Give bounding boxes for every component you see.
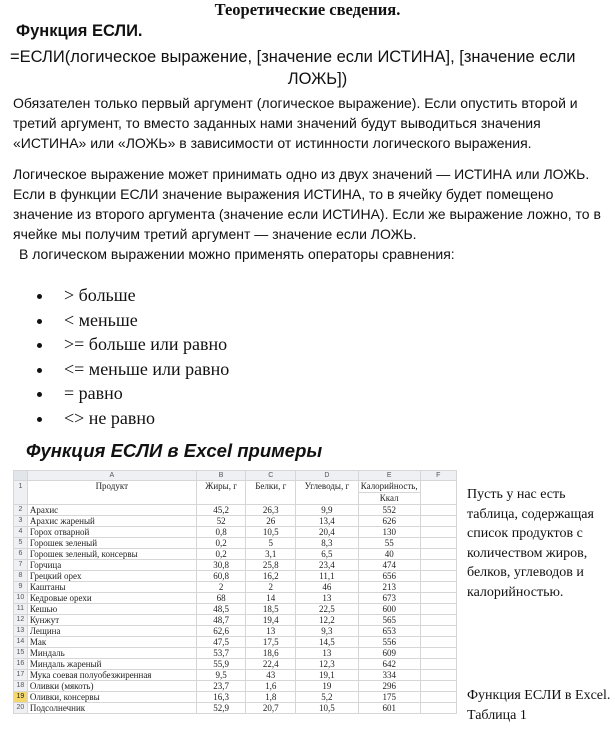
cell-value[interactable]: 565 — [358, 615, 420, 626]
cell-product[interactable]: Горошек зеленый, консервы — [27, 549, 196, 560]
cell-value[interactable]: 653 — [358, 626, 420, 637]
header-cell-calories-unit[interactable]: Ккал — [358, 493, 420, 505]
spreadsheet-table — [13, 470, 457, 714]
cell-value[interactable]: 0,2 — [196, 549, 246, 560]
operator-label: <= меньше или равно — [64, 358, 230, 379]
cell-value[interactable]: 10,5 — [246, 527, 296, 538]
table-row — [14, 637, 457, 648]
cell-product[interactable]: Кешью — [27, 604, 196, 615]
cell-value[interactable]: 642 — [358, 659, 420, 670]
cell-value[interactable]: 334 — [358, 670, 420, 681]
cell-value[interactable]: 47,5 — [196, 637, 246, 648]
cell-value[interactable]: 600 — [358, 604, 420, 615]
header-cell-product[interactable]: Продукт — [27, 481, 196, 505]
cell-value[interactable]: 13 — [246, 626, 296, 637]
list-item — [37, 358, 229, 383]
cell-value[interactable]: 16,2 — [246, 571, 296, 582]
cell-value[interactable]: 48,5 — [196, 604, 246, 615]
empty-cell[interactable] — [420, 626, 456, 637]
cell-value[interactable]: 13 — [296, 593, 359, 604]
cell-product[interactable]: Миндаль жареный — [27, 659, 196, 670]
column-header-d[interactable]: D — [296, 471, 359, 481]
cell-product[interactable]: Миндаль — [27, 648, 196, 659]
operator-label: <> не равно — [64, 407, 156, 428]
list-item — [37, 382, 229, 407]
empty-cell[interactable] — [420, 571, 456, 582]
table-row — [14, 692, 457, 703]
cell-value[interactable]: 14,5 — [296, 637, 359, 648]
row-number[interactable]: 20 — [14, 703, 28, 714]
column-header-f[interactable]: F — [420, 471, 456, 481]
cell-value[interactable]: 130 — [358, 527, 420, 538]
cell-product[interactable]: Грецкий орех — [27, 571, 196, 582]
cell-value[interactable]: 0,2 — [196, 538, 246, 549]
table-row — [14, 516, 457, 527]
list-item — [37, 407, 229, 432]
cell-product[interactable]: Мак — [27, 637, 196, 648]
table-caption: Функция ЕСЛИ в Excel. Таблица 1 — [467, 688, 611, 723]
cell-product[interactable]: Кедровые орехи — [27, 593, 196, 604]
table-row — [14, 593, 457, 604]
header-cell-protein[interactable]: Белки, г — [246, 481, 296, 505]
empty-cell[interactable] — [420, 648, 456, 659]
table-row — [14, 615, 457, 626]
cell-product[interactable]: Арахис — [27, 505, 196, 516]
column-header-a[interactable]: A — [27, 471, 196, 481]
row-number[interactable]: 14 — [14, 637, 28, 648]
cell-value[interactable]: 626 — [358, 516, 420, 527]
cell-value[interactable]: 40 — [358, 549, 420, 560]
operators-list — [37, 284, 229, 432]
cell-value[interactable]: 656 — [358, 571, 420, 582]
cell-value[interactable]: 474 — [358, 560, 420, 571]
table-row — [14, 681, 457, 692]
cell-product[interactable]: Каштаны — [27, 582, 196, 593]
paragraph-first-argument: Обязателен только первый аргумент (логическое выражение). Если опустить второй и третий аргумент, то вместо заданных нами значений будут выводиться значения «ИСТИНА» или «ЛОЖЬ» в зависимости от истинности логического выражения. — [13, 95, 578, 151]
cell-value[interactable]: 12,3 — [296, 659, 359, 670]
cell-value[interactable]: 1,8 — [246, 692, 296, 703]
bullet-icon — [37, 368, 42, 373]
cell-product[interactable]: Кунжут — [27, 615, 196, 626]
bullet-icon — [37, 343, 42, 348]
cell-value[interactable]: 52 — [196, 516, 246, 527]
row-number[interactable]: 19 — [14, 692, 28, 703]
row-number[interactable]: 5 — [14, 538, 28, 549]
cell-value[interactable]: 14 — [246, 593, 296, 604]
cell-value[interactable]: 22,5 — [296, 604, 359, 615]
cell-value[interactable]: 6,5 — [296, 549, 359, 560]
cell-value[interactable]: 12,2 — [296, 615, 359, 626]
table-row — [14, 703, 457, 714]
row-number[interactable]: 13 — [14, 626, 28, 637]
cell-value[interactable]: 8,3 — [296, 538, 359, 549]
cell-value[interactable]: 213 — [358, 582, 420, 593]
list-item — [37, 284, 229, 309]
select-all-corner[interactable] — [14, 471, 28, 481]
cell-product[interactable]: Лещина — [27, 626, 196, 637]
empty-cell[interactable] — [420, 659, 456, 670]
cell-value[interactable]: 60,8 — [196, 571, 246, 582]
column-header-b[interactable]: B — [196, 471, 246, 481]
cell-value[interactable]: 5,2 — [296, 692, 359, 703]
empty-cell[interactable] — [420, 538, 456, 549]
row-number[interactable]: 3 — [14, 516, 28, 527]
header-cell-fat[interactable]: Жиры, г — [196, 481, 246, 505]
cell-value[interactable]: 17,5 — [246, 637, 296, 648]
cell-value[interactable]: 11,1 — [296, 571, 359, 582]
row-number[interactable]: 16 — [14, 659, 28, 670]
empty-cell[interactable] — [420, 560, 456, 571]
operator-label: = равно — [64, 383, 123, 404]
table-description: Пусть у нас есть таблица, содержащая список продуктов с количеством жиров, белков, углеводов и калорийностью. — [467, 487, 594, 600]
empty-cell[interactable] — [420, 703, 456, 714]
empty-cell[interactable] — [420, 549, 456, 560]
operator-label: > больше — [64, 285, 136, 305]
table-row — [14, 659, 457, 670]
examples-title: Функция ЕСЛИ в Excel примеры — [26, 440, 323, 461]
table-row — [14, 549, 457, 560]
cell-value[interactable]: 296 — [358, 681, 420, 692]
cell-product[interactable]: Мука соевая полуобезжиренная — [27, 670, 196, 681]
empty-cell[interactable] — [420, 481, 456, 505]
cell-value[interactable]: 20,7 — [246, 703, 296, 714]
bullet-icon — [37, 294, 42, 299]
table-row — [14, 560, 457, 571]
cell-value[interactable]: 601 — [358, 703, 420, 714]
cell-value[interactable]: 9,5 — [196, 670, 246, 681]
cell-value[interactable]: 2 — [196, 582, 246, 593]
cell-value[interactable]: 55,9 — [196, 659, 246, 670]
empty-cell[interactable] — [420, 516, 456, 527]
empty-cell[interactable] — [420, 604, 456, 615]
row-number[interactable]: 7 — [14, 560, 28, 571]
row-number[interactable]: 4 — [14, 527, 28, 538]
row-number[interactable]: 15 — [14, 648, 28, 659]
cell-value[interactable]: 19,4 — [246, 615, 296, 626]
header-cell-calories[interactable]: Калорийность, — [358, 481, 420, 493]
cell-value[interactable]: 46 — [296, 582, 359, 593]
cell-value[interactable]: 175 — [358, 692, 420, 703]
cell-value[interactable]: 45,2 — [196, 505, 246, 516]
column-header-c[interactable]: C — [246, 471, 296, 481]
column-header-e[interactable]: E — [358, 471, 420, 481]
cell-value[interactable]: 3,1 — [246, 549, 296, 560]
cell-value[interactable]: 0,8 — [196, 527, 246, 538]
table-row — [14, 505, 457, 516]
cell-value[interactable]: 48,7 — [196, 615, 246, 626]
cell-value[interactable]: 53,7 — [196, 648, 246, 659]
formula-syntax-line-2: ЛОЖЬ]) — [287, 70, 348, 88]
cell-value[interactable]: 19,1 — [296, 670, 359, 681]
table-row — [14, 670, 457, 681]
paragraph-logical-expression: Логическое выражение может принимать одно из двух значений — ИСТИНА или ЛОЖЬ. Если в функции ЕСЛИ значение выражения ИСТИНА, то в ячейку будет помещено значение из второго аргумента (значение если ИСТИНА). Если же выражение ложно, то в ячейке мы получим третий аргумент — значение если ЛОЖЬ. — [13, 166, 601, 242]
cell-value[interactable]: 26 — [246, 516, 296, 527]
table-row — [14, 538, 457, 549]
cell-product[interactable]: Горошек зеленый — [27, 538, 196, 549]
cell-value[interactable]: 20,4 — [296, 527, 359, 538]
table-row — [14, 648, 457, 659]
cell-value[interactable]: 1,6 — [246, 681, 296, 692]
table-row — [14, 571, 457, 582]
cell-value[interactable]: 552 — [358, 505, 420, 516]
section-title: Функция ЕСЛИ. — [16, 22, 143, 40]
empty-cell[interactable] — [420, 505, 456, 516]
cell-value[interactable]: 55 — [358, 538, 420, 549]
spreadsheet-screenshot — [13, 470, 457, 743]
cell-value[interactable]: 609 — [358, 648, 420, 659]
cell-value[interactable]: 62,6 — [196, 626, 246, 637]
empty-cell[interactable] — [420, 527, 456, 538]
cell-product[interactable]: Арахис жареный — [27, 516, 196, 527]
row-number[interactable]: 18 — [14, 681, 28, 692]
cell-value[interactable]: 43 — [246, 670, 296, 681]
bullet-icon — [37, 392, 42, 397]
cell-value[interactable]: 23,7 — [196, 681, 246, 692]
cell-value[interactable]: 556 — [358, 637, 420, 648]
cell-value[interactable]: 52,9 — [196, 703, 246, 714]
empty-cell[interactable] — [420, 582, 456, 593]
empty-cell[interactable] — [420, 593, 456, 604]
cell-value[interactable]: 9,9 — [296, 505, 359, 516]
list-item — [37, 333, 229, 358]
cell-value[interactable]: 19 — [296, 681, 359, 692]
row-number[interactable]: 8 — [14, 571, 28, 582]
cell-value[interactable]: 673 — [358, 593, 420, 604]
empty-cell[interactable] — [420, 681, 456, 692]
row-number[interactable]: 9 — [14, 582, 28, 593]
cell-value[interactable]: 68 — [196, 593, 246, 604]
row-number[interactable]: 2 — [14, 505, 28, 516]
empty-cell[interactable] — [420, 670, 456, 681]
bullet-icon — [37, 319, 42, 324]
cell-product[interactable]: Горох отварной — [27, 527, 196, 538]
cell-value[interactable]: 16,3 — [196, 692, 246, 703]
cell-value[interactable]: 13 — [296, 648, 359, 659]
row-number[interactable]: 11 — [14, 604, 28, 615]
cell-value[interactable]: 2 — [246, 582, 296, 593]
row-number[interactable]: 1 — [14, 481, 28, 505]
cell-value[interactable]: 9,3 — [296, 626, 359, 637]
bullet-icon — [37, 417, 42, 422]
row-number[interactable]: 17 — [14, 670, 28, 681]
cell-value[interactable]: 26,3 — [246, 505, 296, 516]
operators-intro: В логическом выражении можно применять операторы сравнения: — [19, 246, 455, 262]
row-number[interactable]: 12 — [14, 615, 28, 626]
table-row — [14, 604, 457, 615]
operator-label: >= больше или равно — [64, 334, 228, 355]
row-number[interactable]: 6 — [14, 549, 28, 560]
cell-product[interactable]: Оливки, консервы — [27, 692, 196, 703]
operator-label: < меньше — [64, 309, 138, 330]
cell-value[interactable]: 18,6 — [246, 648, 296, 659]
cell-value[interactable]: 23,4 — [296, 560, 359, 571]
header-cell-carbs[interactable]: Углеводы, г — [296, 481, 359, 505]
list-item — [37, 309, 229, 334]
cell-value[interactable]: 18,5 — [246, 604, 296, 615]
empty-cell[interactable] — [420, 637, 456, 648]
cell-product[interactable]: Подсолнечник — [27, 703, 196, 714]
page-title: Теоретические сведения. — [214, 0, 401, 19]
cell-value[interactable]: 13,4 — [296, 516, 359, 527]
cell-value[interactable]: 30,8 — [196, 560, 246, 571]
table-row — [14, 626, 457, 637]
cell-value[interactable]: 22,4 — [246, 659, 296, 670]
table-row — [14, 527, 457, 538]
table-row — [14, 582, 457, 593]
row-number[interactable]: 10 — [14, 593, 28, 604]
cell-value[interactable]: 25,8 — [246, 560, 296, 571]
cell-value[interactable]: 10,5 — [296, 703, 359, 714]
cell-value[interactable]: 5 — [246, 538, 296, 549]
empty-cell[interactable] — [420, 615, 456, 626]
empty-cell[interactable] — [420, 692, 456, 703]
formula-syntax-line-1: =ЕСЛИ(логическое выражение, [значение если ИСТИНА], [значение если — [10, 48, 576, 66]
cell-product[interactable]: Горчица — [27, 560, 196, 571]
cell-product[interactable]: Оливки (мякоть) — [27, 681, 196, 692]
